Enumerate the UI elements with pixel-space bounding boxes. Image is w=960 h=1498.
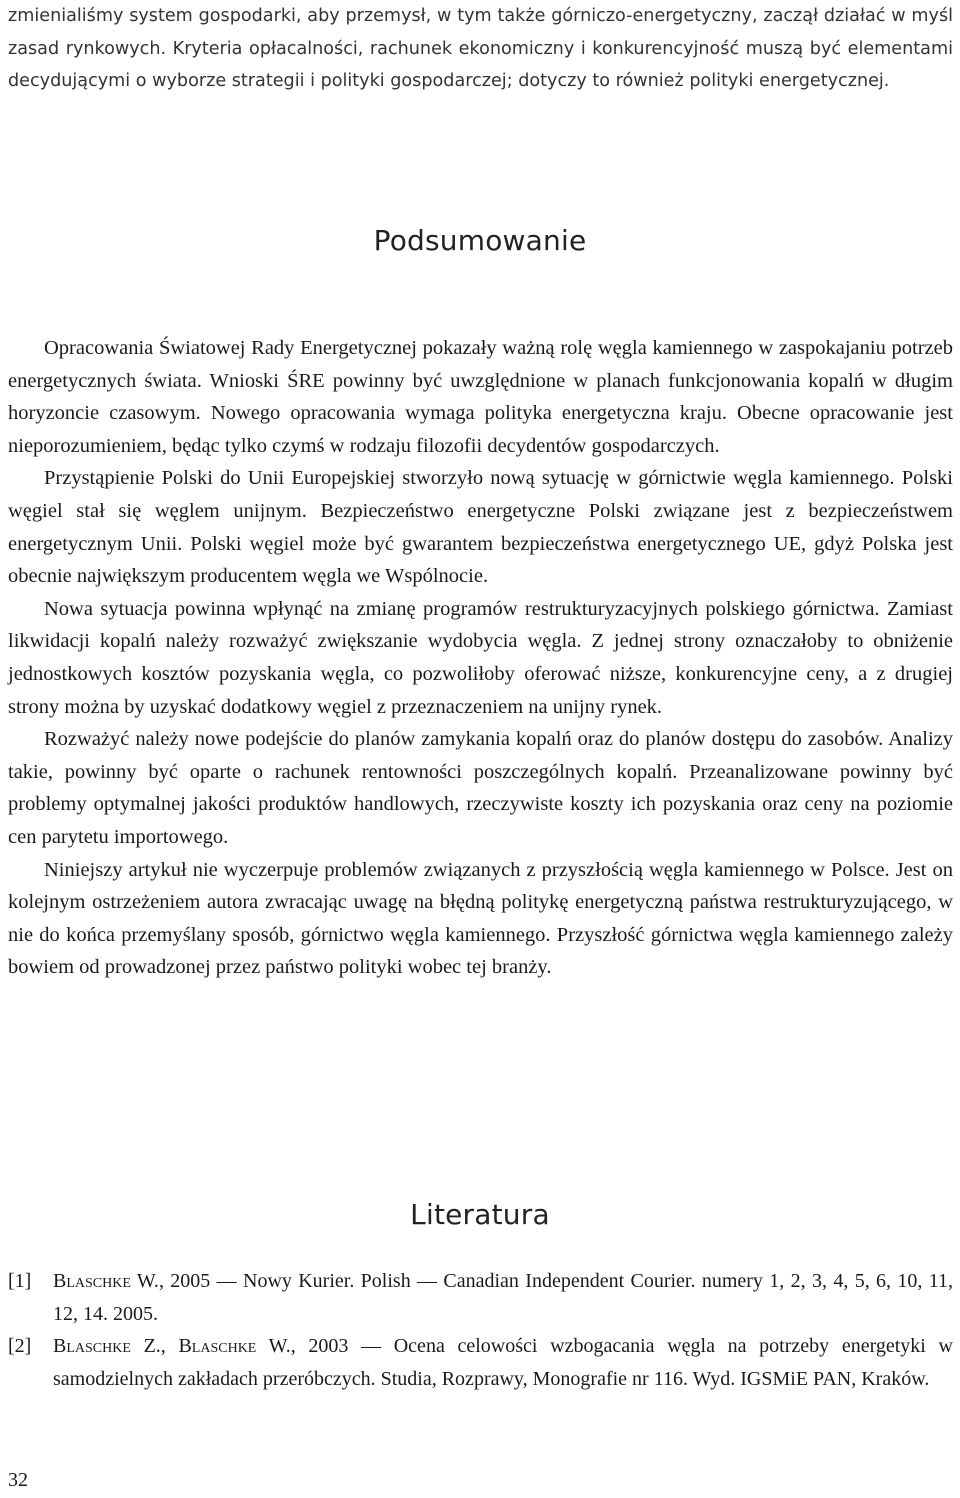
summary-paragraph-3: Nowa sytuacja powinna wpłynąć na zmianę programów restrukturyzacyjnych polskiego górnictwa. Zamiast likwidacji kopalń należy rozważyć zwiększanie wydobycia węgla. Z jednej strony oznaczałoby to obniżenie jednostkowych kosztów pozyskania węgla, co pozwoliłoby oferować niższe, konkurencyjne ceny, a z drugiej strony można by uzyskać dodatkowy węgiel z przeznaczeniem na unijny rynek. (8, 597, 953, 718)
summary-body (8, 332, 953, 984)
reference-text: , 2005 — Nowy Kurier. Polish — Canadian Independent Courier. numery 1, 2, 3, 4, 5, 6, 10, 11, 12, 14. 2005. (53, 1270, 954, 1325)
section-heading-summary: Podsumowanie (373, 224, 587, 257)
reference-item-1 (8, 1265, 953, 1330)
reference-number: [1] (8, 1270, 32, 1292)
reference-number: [2] (8, 1335, 32, 1358)
summary-paragraph-2: Przystąpienie Polski do Unii Europejskiej stworzyło nową sytuację w górnictwie węgla kamiennego. Polski węgiel stał się węglem unijnym. Bezpieczeństwo energetyczne Polski związane jest z bezpieczeństwem energetycznym Unii. Polski węgiel może być gwarantem bezpieczeństwa energetycznego UE, gdyż Polska jest obecnie największym producentem węgla we Wspólnocie. (8, 467, 953, 588)
intro-paragraph: zmienialiśmy system gospodarki, aby przemysł, w tym także górniczo-energetyczny, zaczął działać w myśl zasad rynkowych. Kryteria opłacalności, rachunek ekonomiczny i konkurencyjność muszą być elementami decydującymi o wyborze strategii i polityki gospodarczej; dotyczy to również polityki energetycznej. (8, 6, 953, 92)
reference-authors: Blaschke Z., Blaschke W. (53, 1335, 291, 1358)
reference-item-2 (8, 1330, 953, 1395)
reference-list (8, 1265, 953, 1395)
summary-paragraph-4: Rozważyć należy nowe podejście do planów zamykania kopalń oraz do planów dostępu do zasobów. Analizy takie, powinny być oparte o rachunek rentowności poszczególnych kopalń. Przeanalizowane powinny być problemy optymalnej jakości produktów handlowych, rzeczywiste koszty ich pozyskania oraz ceny na poziomie cen parytetu importowego. (8, 728, 953, 848)
summary-paragraph-1: Opracowania Światowej Rady Energetycznej pokazały ważną rolę węgla kamiennego w zaspokajaniu potrzeb energetycznych świata. Wnioski ŚRE powinny być uwzględnione w planach funkcjonowania kopalń w długim horyzoncie czasowym. Nowego opracowania wymaga polityka energetyczna kraju. Obecne opracowanie jest nieporozumieniem, będąc tylko czymś w rodzaju filozofii decydentów gospodarczych. (8, 337, 953, 457)
reference-text: , 2003 — Ocena celowości wzbogacania węgla na potrzeby energetyki w samodzielnych zakładach przeróbczych. Studia, Rozprawy, Monografie nr 116. Wyd. IGSMiE PAN, Kraków. (53, 1335, 953, 1390)
reference-authors: Blaschke W. (53, 1270, 159, 1292)
section-heading-literature: Literatura (410, 1198, 550, 1231)
summary-paragraph-5: Niniejszy artykuł nie wyczerpuje problemów związanych z przyszłością węgla kamiennego w Polsce. Jest on kolejnym ostrzeżeniem autora zwracając uwagę na błędną politykę energetyczną państwa restrukturyzującego, w nie do końca przemyślany sposób, górnictwo węgla kamiennego. Przyszłość górnictwa węgla kamiennego zależy bowiem od prowadzonej przez państwo polityki wobec tej branży. (8, 858, 953, 979)
page-number: 32 (8, 1469, 28, 1491)
